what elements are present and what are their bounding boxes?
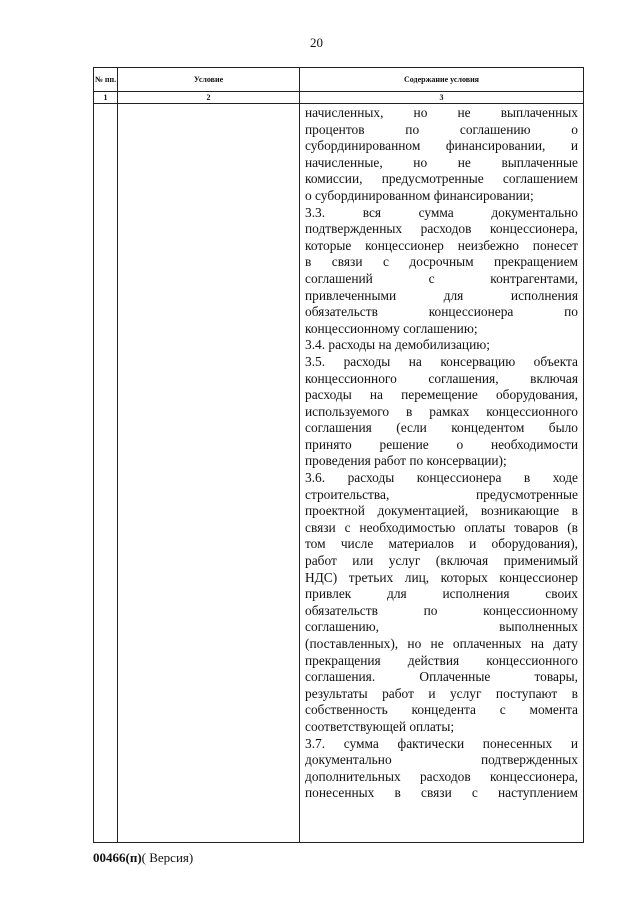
content-line: начисленные, но не выплаченные	[305, 154, 578, 170]
content-line: концессионного соглашения, включая	[305, 370, 578, 386]
content-line: обязательств по концессионному	[305, 602, 578, 618]
content-line: 3.3. вся сумма документально	[305, 204, 578, 220]
conditions-table	[93, 67, 584, 843]
column-number-3: 3	[300, 92, 584, 104]
content-line: собственность концедента с момента	[305, 702, 578, 718]
header-condition-content: Содержание условия	[300, 68, 584, 92]
content-line: результаты работ и услуг поступают в	[305, 685, 578, 701]
content-line: процентов по соглашению о	[305, 121, 578, 137]
document-version: ( Версия)	[141, 850, 194, 865]
content-line: проектной документацией, возникающие в	[305, 503, 578, 519]
column-number-2: 2	[118, 92, 300, 104]
cell-content	[300, 104, 584, 843]
header-number: № пп.	[94, 68, 118, 92]
content-line: в связи с досрочным прекращением	[305, 254, 578, 270]
content-line: концессионному соглашению;	[305, 320, 478, 336]
document-footer	[93, 850, 193, 866]
content-line: начисленных, но не выплаченных	[305, 105, 578, 120]
content-line: дополнительных расходов концессионера,	[305, 768, 578, 784]
content-line: принято решение о необходимости	[305, 436, 578, 452]
content-line: комиссии, предусмотренные соглашением	[305, 171, 578, 187]
header-condition: Условие	[118, 68, 300, 92]
page-number: 20	[310, 35, 323, 50]
content-line: понесенных в связи с наступлением	[305, 785, 578, 801]
content-line: привлеченными для исполнения	[305, 287, 578, 303]
document-code: 00466(п)	[93, 850, 142, 865]
content-line: соглашения. Оплаченные товары,	[305, 669, 578, 685]
content-line: субординированном финансировании, и	[305, 138, 578, 154]
content-line: соглашения (если концедентом было	[305, 420, 578, 436]
condition-content-text	[300, 104, 583, 802]
content-line: соглашений с контрагентами,	[305, 270, 578, 286]
content-line: том числе материалов и оборудования),	[305, 536, 578, 552]
content-line: 3.4. расходы на демобилизацию;	[305, 337, 490, 353]
content-line: соответствующей оплаты;	[305, 718, 455, 734]
content-line: работ или услуг (включая применимый	[305, 553, 578, 569]
content-line: НДС) третьих лиц, которых концессионер	[305, 569, 578, 585]
content-line: привлек для исполнения своих	[305, 586, 578, 602]
content-line: подтвержденных расходов концессионера,	[305, 221, 578, 237]
column-number-row	[94, 92, 584, 104]
content-line: проведения работ по консервации);	[305, 453, 507, 469]
content-line: которые концессионер неизбежно понесет	[305, 237, 578, 253]
content-line: расходы на перемещение оборудования,	[305, 387, 578, 403]
cell-condition	[118, 104, 300, 843]
column-number-1: 1	[94, 92, 118, 104]
content-line: 3.7. сумма фактически понесенных и	[305, 735, 578, 751]
content-line: 3.5. расходы на консервацию объекта	[305, 353, 578, 369]
content-line: (поставленных), но не оплаченных на дату	[305, 636, 578, 651]
content-line: документально подтвержденных	[305, 752, 578, 768]
content-line: о субординированном финансировании;	[305, 187, 534, 203]
content-line: обязательств концессионера по	[305, 304, 578, 320]
content-line: используемого в рамках концессионного	[305, 403, 578, 419]
content-line: соглашению, выполненных	[305, 619, 578, 635]
content-line: прекращения действия концессионного	[305, 652, 578, 668]
content-line: строительства, предусмотренные	[305, 486, 578, 502]
content-line: связи с необходимостью оплаты товаров (в	[305, 519, 578, 535]
table-header-row	[94, 68, 584, 92]
content-line: 3.6. расходы концессионера в ходе	[305, 470, 578, 486]
table-row	[94, 104, 584, 843]
cell-number	[94, 104, 118, 843]
